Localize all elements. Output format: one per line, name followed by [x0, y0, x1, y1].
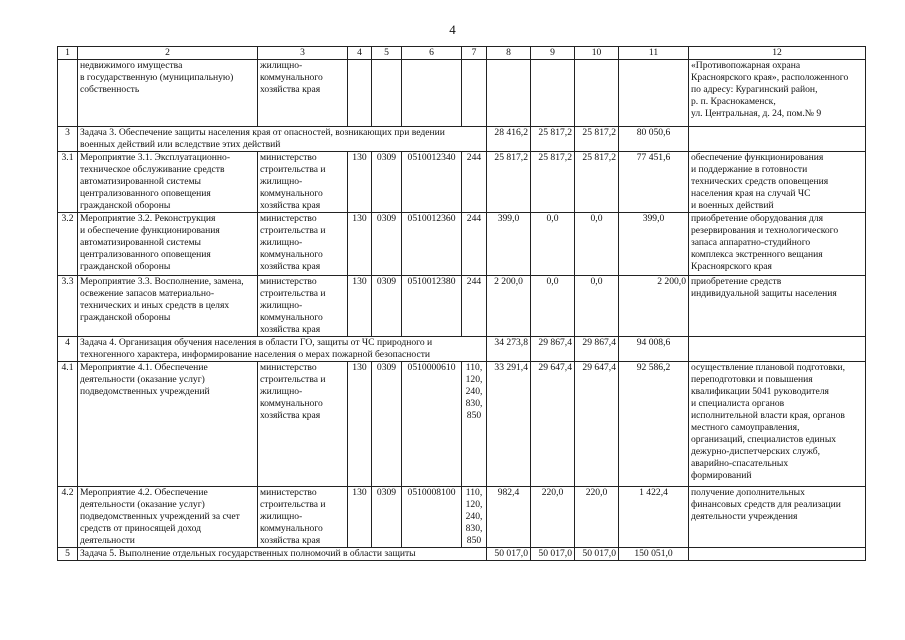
amount-cell: 2 200,0 — [487, 276, 531, 337]
amount-cell: 25 817,2 — [575, 152, 619, 213]
table-row — [58, 152, 866, 213]
column-number: 7 — [462, 47, 487, 60]
column-number: 10 — [575, 47, 619, 60]
page-number: 4 — [449, 22, 456, 37]
result-cell: приобретение средств индивидуальной защиты населения — [689, 276, 866, 337]
total-cell: 399,0 — [619, 213, 689, 276]
activity-name-cell: Мероприятие 4.2. Обеспечение деятельности (оказание услуг) подведомственных учреждений за счет средств от приносящей доход деятельности — [78, 487, 258, 548]
row-number: 3 — [58, 127, 78, 152]
table-row — [58, 213, 866, 276]
amount-cell: 0,0 — [575, 213, 619, 276]
column-number-row — [58, 47, 866, 60]
column-number: 2 — [78, 47, 258, 60]
column-number: 9 — [531, 47, 575, 60]
result-cell: приобретение оборудования для резервирования и технологического запаса аппаратно-студийного комплекса экстренного вещания Красноярского края — [689, 213, 866, 276]
column-number: 6 — [402, 47, 462, 60]
column-number: 3 — [258, 47, 348, 60]
row-number: 4.1 — [58, 362, 78, 487]
amount-cell: 0,0 — [531, 276, 575, 337]
table-row — [58, 276, 866, 337]
code-cell: 0309 — [372, 276, 402, 337]
task-title: Задача 4. Организация обучения населения в области ГО, защиты от ЧС природного и техногенного характера, информирование населения о мерах пожарной безопасности — [78, 337, 487, 362]
amount-cell: 33 291,4 — [487, 362, 531, 487]
amount-cell: 29 647,4 — [575, 362, 619, 487]
activity-name-cell: Мероприятие 3.3. Восполнение, замена, освежение запасов материально- технических и иных средств в целях гражданской обороны — [78, 276, 258, 337]
executor-cell: жилищно- коммунального хозяйства края — [258, 60, 348, 127]
amount-cell: 28 416,2 — [487, 127, 531, 152]
amount-cell: 29 867,4 — [575, 337, 619, 362]
amount-cell: 25 817,2 — [531, 152, 575, 213]
task-title: Задача 3. Обеспечение защиты населения края от опасностей, возникающих при ведении военных действий или вследствие этих действий — [78, 127, 487, 152]
code-cell: 0510012340 — [402, 152, 462, 213]
activity-name-cell: Мероприятие 3.2. Реконструкция и обеспечение функционирования автоматизированной системы централизованного оповещения гражданской обороны — [78, 213, 258, 276]
amount-cell: 50 017,0 — [487, 548, 531, 561]
table-row — [58, 60, 866, 127]
task-row — [58, 127, 866, 152]
total-cell: 1 422,4 — [619, 487, 689, 548]
executor-cell: министерство строительства и жилищно- коммунального хозяйства края — [258, 152, 348, 213]
code-cell: 0510012360 — [402, 213, 462, 276]
result-cell: осуществление плановой подготовки, переподготовки и повышения квалификации 5041 руководителя и специалиста органов исполнительной власти края, органов местного самоуправления, организаций, специалистов единых дежурно-диспетчерских служб, аварийно-спасательных формирований — [689, 362, 866, 487]
code-cell: 130 — [348, 362, 372, 487]
amount-cell: 50 017,0 — [531, 548, 575, 561]
row-number: 4.2 — [58, 487, 78, 548]
total-cell: 77 451,6 — [619, 152, 689, 213]
table-row — [58, 362, 866, 487]
executor-cell: министерство строительства и жилищно- коммунального хозяйства края — [258, 362, 348, 487]
result-cell: «Противопожарная охрана Красноярского края», расположенного по адресу: Курагинский район, р. п. Краснокаменск, ул. Центральная, д. 24, пом.№ 9 — [689, 60, 866, 127]
amount-cell: 29 867,4 — [531, 337, 575, 362]
task-row — [58, 337, 866, 362]
activity-name-cell: недвижимого имущества в государственную (муниципальную) собственность — [78, 60, 258, 127]
executor-cell: министерство строительства и жилищно- коммунального хозяйства края — [258, 213, 348, 276]
row-number: 3.2 — [58, 213, 78, 276]
amount-cell: 25 817,2 — [531, 127, 575, 152]
code-cell: 130 — [348, 487, 372, 548]
code-cell: 0510012380 — [402, 276, 462, 337]
total-cell: 150 051,0 — [619, 548, 689, 561]
code-cell: 110, 120, 240, 830, 850 — [462, 487, 487, 548]
code-cell: 110, 120, 240, 830, 850 — [462, 362, 487, 487]
column-number: 1 — [58, 47, 78, 60]
amount-cell: 0,0 — [531, 213, 575, 276]
amount-cell: 25 817,2 — [575, 127, 619, 152]
total-cell: 92 586,2 — [619, 362, 689, 487]
column-number: 4 — [348, 47, 372, 60]
code-cell: 0309 — [372, 487, 402, 548]
result-cell: получение дополнительных финансовых средств для реализации деятельности учреждения — [689, 487, 866, 548]
amount-cell: 34 273,8 — [487, 337, 531, 362]
row-number: 5 — [58, 548, 78, 561]
executor-cell: министерство строительства и жилищно- коммунального хозяйства края — [258, 487, 348, 548]
amount-cell: 25 817,2 — [487, 152, 531, 213]
code-cell: 0309 — [372, 213, 402, 276]
code-cell: 0510000610 — [402, 362, 462, 487]
result-cell: обеспечение функционирования и поддержание в готовности технических средств оповещения населения края на случай ЧС и военных действий — [689, 152, 866, 213]
total-cell: 94 008,6 — [619, 337, 689, 362]
code-cell: 0309 — [372, 152, 402, 213]
amount-cell: 399,0 — [487, 213, 531, 276]
program-activities-table — [57, 46, 866, 561]
code-cell: 244 — [462, 213, 487, 276]
task-row — [58, 548, 866, 561]
amount-cell: 982,4 — [487, 487, 531, 548]
amount-cell: 50 017,0 — [575, 548, 619, 561]
activity-name-cell: Мероприятие 3.1. Эксплуатационно- техническое обслуживание средств автоматизированной системы централизованного оповещения гражданской обороны — [78, 152, 258, 213]
total-cell: 80 050,6 — [619, 127, 689, 152]
amount-cell: 220,0 — [531, 487, 575, 548]
code-cell: 0309 — [372, 362, 402, 487]
amount-cell: 0,0 — [575, 276, 619, 337]
code-cell: 0510008100 — [402, 487, 462, 548]
row-number: 4 — [58, 337, 78, 362]
row-number: 3.3 — [58, 276, 78, 337]
row-number: 3.1 — [58, 152, 78, 213]
executor-cell: министерство строительства и жилищно- коммунального хозяйства края — [258, 276, 348, 337]
code-cell: 244 — [462, 276, 487, 337]
total-cell: 2 200,0 — [619, 276, 689, 337]
code-cell: 130 — [348, 213, 372, 276]
column-number: 11 — [619, 47, 689, 60]
task-title: Задача 5. Выполнение отдельных государственных полномочий в области защиты — [78, 548, 487, 561]
amount-cell: 29 647,4 — [531, 362, 575, 487]
code-cell: 130 — [348, 276, 372, 337]
column-number: 5 — [372, 47, 402, 60]
code-cell: 130 — [348, 152, 372, 213]
column-number: 8 — [487, 47, 531, 60]
activity-name-cell: Мероприятие 4.1. Обеспечение деятельности (оказание услуг) подведомственных учреждений — [78, 362, 258, 487]
amount-cell: 220,0 — [575, 487, 619, 548]
table-row — [58, 487, 866, 548]
column-number: 12 — [689, 47, 866, 60]
code-cell: 244 — [462, 152, 487, 213]
